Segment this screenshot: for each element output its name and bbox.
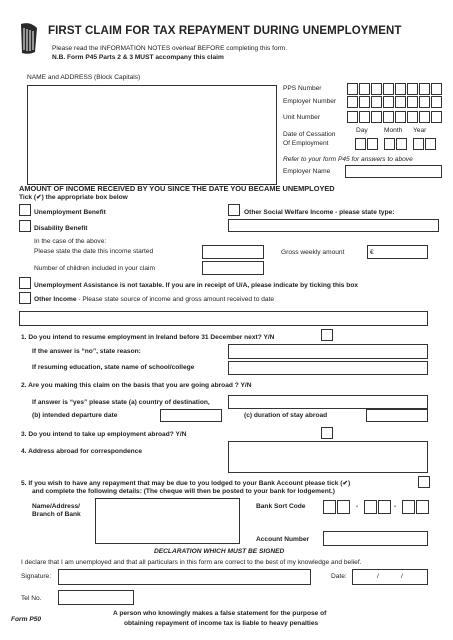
gross-weekly-field[interactable]	[367, 245, 428, 259]
children-label: Number of children included in your claim	[34, 265, 155, 272]
unemployment-benefit-label: Unemployment Benefit	[34, 209, 106, 216]
question-5-line2: and complete the following details: (The cheque will then be posted to your bank for lodgement.)	[32, 488, 335, 495]
tick-instruction: Tick (✔) the appropriate box below	[19, 194, 128, 201]
account-number-label: Account Number	[256, 536, 310, 543]
p45-note: N.B. Form P45 Parts 2 & 3 MUST accompany this claim	[52, 54, 224, 61]
other-income-label	[34, 296, 274, 304]
ua-note: Unemployment Assistance is not taxable. If you are in receipt of U/A, please indicate by ticking this box	[34, 282, 359, 289]
gross-weekly-label: Gross weekly amount	[281, 249, 345, 256]
date-label: Date:	[331, 573, 347, 580]
month-label: Month	[384, 127, 403, 134]
unemployment-benefit-checkbox[interactable]	[19, 204, 31, 216]
question-2: 2. Are you making this claim on the basis that you are going abroad ? Y/N	[21, 382, 252, 389]
q4-address-field[interactable]	[228, 441, 428, 473]
bank-name-label2: Branch of Bank	[32, 511, 81, 518]
q1-yn-box[interactable]	[321, 329, 333, 341]
employer-number-label: Employer Number	[283, 98, 337, 105]
other-welfare-field[interactable]	[228, 219, 439, 232]
q3-yn-box[interactable]	[321, 427, 333, 439]
year-label: Year	[413, 127, 427, 134]
children-field[interactable]	[202, 261, 264, 275]
name-address-field[interactable]	[27, 85, 277, 185]
other-income-checkbox[interactable]	[19, 292, 31, 304]
other-income-rest: - Please state source of income and gross amount received to date	[76, 296, 275, 303]
penalty-warning-1: A person who knowingly makes a false statement for the purpose of	[113, 610, 327, 617]
penalty-warning-2: obtaining repayment of income tax is liable to heavy penalties	[124, 620, 319, 627]
q1-no-reason-label: If the answer is “no”, state reason:	[32, 348, 141, 355]
date-field[interactable]	[352, 569, 428, 585]
q2-duration-field[interactable]	[366, 409, 428, 422]
other-welfare-label: Other Social Welfare Income - please state type:	[244, 209, 395, 216]
q1-reason-field[interactable]	[228, 344, 428, 359]
euro-symbol: €	[370, 249, 374, 256]
q2-country-label: If answer is “yes” please state (a) country of destination,	[32, 399, 210, 406]
name-address-label: NAME and ADDRESS (Block Capitals)	[27, 74, 141, 81]
harp-logo	[18, 22, 40, 58]
employer-name-field[interactable]	[345, 165, 442, 178]
tel-field[interactable]	[58, 590, 134, 605]
other-welfare-checkbox[interactable]	[228, 204, 240, 216]
day-label: Day	[356, 127, 368, 134]
q2-departure-field[interactable]	[160, 409, 222, 422]
date-slash-2: /	[401, 573, 403, 580]
signature-label: Signature:	[21, 573, 52, 580]
tel-label: Tel No.	[21, 595, 42, 602]
bank-name-field[interactable]	[95, 498, 240, 544]
case-above-text: In the case of the above:	[34, 238, 107, 245]
q1-school-field[interactable]	[228, 361, 428, 375]
disability-benefit-checkbox[interactable]	[19, 220, 31, 232]
form-number: Form P50	[11, 616, 42, 623]
sort-code-label: Bank Sort Code	[256, 503, 306, 510]
question-1: 1. Do you intend to resume employment in Ireland before 31 December next? Y/N	[21, 334, 275, 341]
income-start-label: Please state the date this income started	[34, 248, 154, 255]
question-4: 4. Address abroad for correspondence	[21, 448, 143, 455]
signature-field[interactable]	[58, 569, 311, 585]
date-slash-1: /	[377, 573, 379, 580]
other-income-bold: Other Income	[34, 296, 77, 303]
sort-dash-2: -	[394, 503, 397, 510]
q2-country-field[interactable]	[228, 395, 428, 409]
unit-number-label: Unit Number	[283, 114, 321, 121]
pps-label: PPS Number	[283, 85, 322, 92]
bank-name-label1: Name/Address/	[32, 503, 81, 510]
refer-note: Refer to your form P45 for answers to above	[283, 156, 413, 163]
other-income-field[interactable]	[19, 311, 428, 326]
cessation-label-line2: Of Employment	[283, 140, 329, 147]
sort-dash-1: -	[356, 503, 359, 510]
declaration-heading: DECLARATION WHICH MUST BE SIGNED	[154, 548, 285, 555]
q5-bank-checkbox[interactable]	[418, 476, 430, 488]
question-5-line1: 5. If you wish to have any repayment that may be due to you lodged to your Bank Account please tick (✔)	[21, 480, 351, 487]
q2-duration-label: (c) duration of stay abroad	[244, 412, 328, 419]
disability-benefit-label: Disability Benefit	[34, 225, 88, 232]
account-number-field[interactable]	[323, 531, 428, 546]
ua-checkbox[interactable]	[19, 277, 31, 289]
form-title: FIRST CLAIM FOR TAX REPAYMENT DURING UNEMPLOYMENT	[48, 25, 402, 37]
income-start-field[interactable]	[202, 245, 264, 259]
income-heading: AMOUNT OF INCOME RECEIVED BY YOU SINCE THE DATE YOU BECAME UNEMPLOYED	[19, 184, 335, 193]
info-note: Please read the INFORMATION NOTES overleaf BEFORE completing this form.	[52, 45, 288, 52]
question-3: 3. Do you intend to take up employment abroad? Y/N	[21, 431, 187, 438]
declaration-text: I declare that I am unemployed and that all particulars in this form are correct to the best of my knowledge and belief.	[21, 559, 362, 566]
q1-school-label: If resuming education, state name of school/college	[32, 364, 195, 371]
q2-departure-label: (b) intended departure date	[32, 412, 118, 419]
cessation-label-line1: Date of Cessation	[283, 131, 336, 138]
employer-name-label: Employer Name	[283, 168, 331, 175]
